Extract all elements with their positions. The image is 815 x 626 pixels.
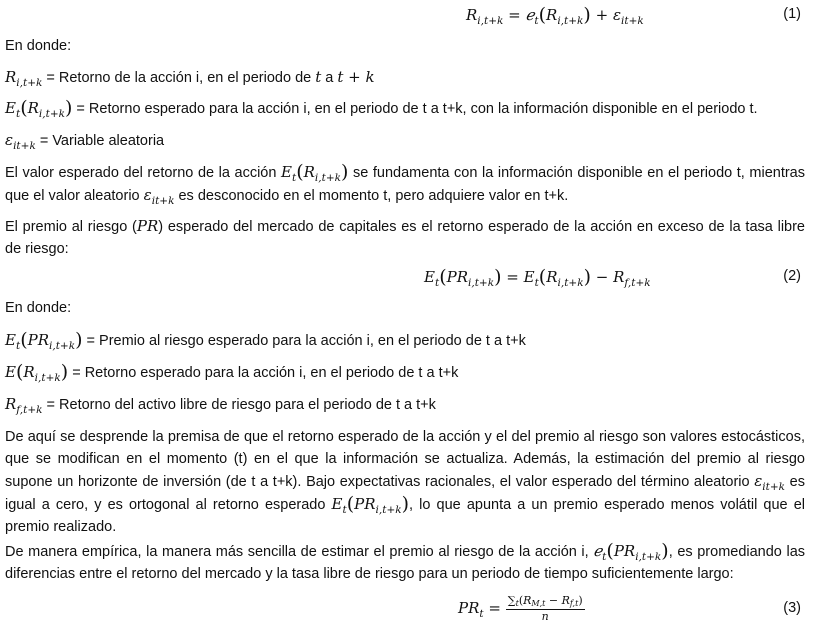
equation-1: $R_{i,t+k}$ = $ℯ_t(R_{i,t+k}) + \varepsilon_{it+k}$	[466, 4, 644, 27]
definition-return: $R_{i,t+k}$ = Retorno de la acción i, en el periodo de t a t + k	[5, 68, 375, 89]
equation-2-number: (2)	[783, 268, 801, 284]
equation-1-number: (1)	[783, 6, 801, 22]
equation-3-number: (3)	[783, 600, 801, 616]
definition-expected-return-2: $E(R_{i,t+k})$ = Retorno esperado para la acción i, en el periodo de t a t+k	[5, 361, 459, 384]
equation-3-fraction: $\frac{\sum_t(R_{M,t} - R_{f,t})}{n}$	[507, 594, 583, 623]
definition-expected-return: $E_t(R_{i,t+k})$ = Retorno esperado para la acción i, en el periodo de t a t+k, con la información disponible en el periodo t.	[5, 97, 758, 120]
definition-expected-premium: $E_t(PR_{i,t+k})$ = Premio al riesgo esperado para la acción i, en el periodo de t a t+k	[5, 329, 526, 352]
en-donde-label-2: En donde:	[5, 300, 72, 316]
paragraph-expected-value: El valor esperado del retorno de la acción $E_t(R_{i,t+k})$ se fundamenta con la información disponible en el periodo t, mientras que el valor aleatorio $\varepsilon_{it+k}$ es desconocido en el momento t, pero adquiere valor en t+k.	[5, 161, 805, 207]
paragraph-empirical: De manera empírica, la manera más sencilla de estimar el premio al riesgo de la acción i, $ℯ_t(PR_{i,t+k})$, es promediando las diferencias entre el retorno del mercado y la tasa libre de riesgo para un periodo de tiempo suficientemente largo:	[5, 540, 806, 582]
definition-risk-free-return: $R_{f,t+k}$ = Retorno del activo libre de riesgo para el periodo de t a t+k	[5, 395, 436, 416]
definition-random-variable: $\varepsilon_{it+k}$ = Variable aleatoria	[5, 131, 165, 152]
equation-3: $PR_t$ = $\frac{\sum_t(R_{M,t} - R_{f,t})}{n}$	[458, 594, 583, 623]
en-donde-label-1: En donde:	[5, 38, 72, 54]
paragraph-risk-premium: El premio al riesgo (PR) esperado del mercado de capitales es el retorno esperado de la acción en exceso de la tasa libre de riesgo:	[5, 217, 805, 257]
paragraph-premise: De aquí se desprende la premisa de que el retorno esperado de la acción y el del premio al riesgo son valores estocásticos, que se modifican en el momento (t) en el que la información se actualiza. Además, la estimación del premio al riesgo supone un horizonte de inversión (de t a t+k). Bajo expectativas racionales, el valor esperado del término aleatorio $\varepsilon_{it+k}$ es igual a cero, y es ortogonal al retorno esperado $E_t(PR_{i,t+k})$, lo que apunta a un premio esperado menos volátil que el premio realizado.	[5, 429, 806, 535]
equation-2: $E_t(PR_{i,t+k}) = E_t(R_{i,t+k}) - R_{f,t+k}$	[424, 266, 651, 289]
